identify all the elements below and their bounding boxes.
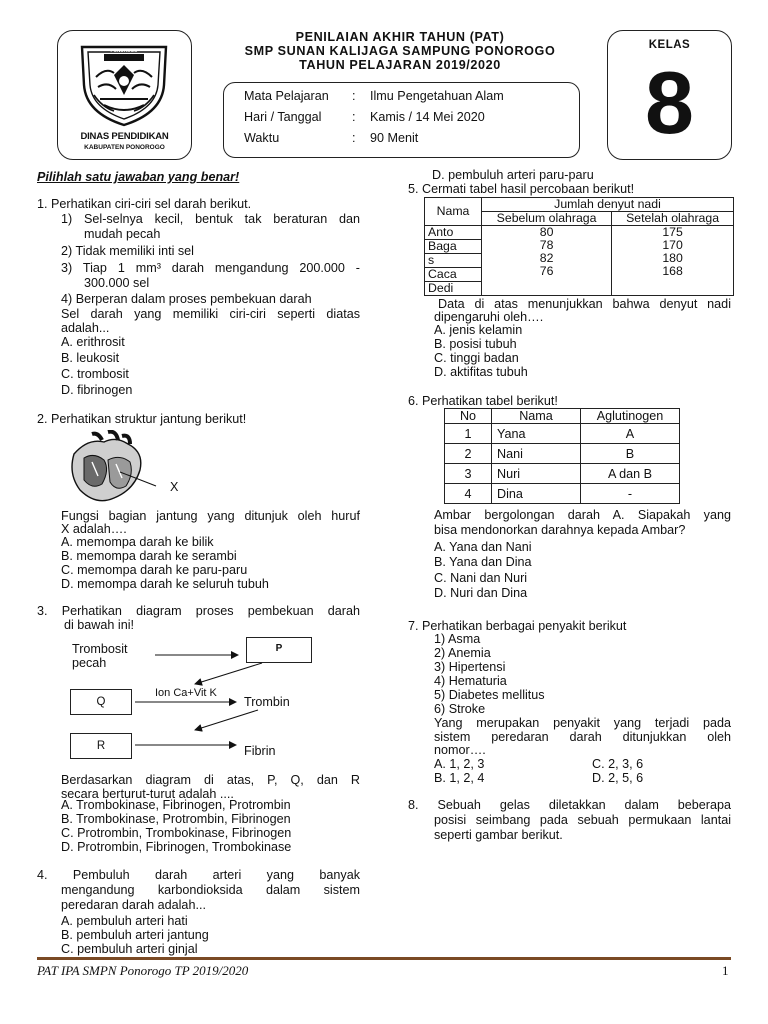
q3-option-d: D. Protrombin, Fibrinogen, Trombokinase (61, 840, 292, 854)
table-row: 1 Yana A (445, 424, 680, 444)
q8-lead: posisi seimbang pada sebuah permukaan lantai (434, 813, 731, 827)
table-row: Caca (425, 268, 734, 282)
q1-item: 2) Tidak memiliki inti sel (61, 244, 194, 258)
q1-item: 1) Sel-selnya kecil, bentuk tak beraturan dan (61, 212, 360, 226)
q4-lead: peredaran darah adalah... (61, 898, 206, 912)
q7-item: 6) Stroke (434, 702, 486, 716)
heart-x-label: X (170, 480, 179, 494)
q5-stem: Data di atas menunjukkan bahwa denyut nadi (438, 297, 731, 311)
footer-text: PAT IPA SMPN Ponorogo TP 2019/2020 (37, 963, 249, 978)
table-header: Nama (425, 198, 482, 226)
q5-option-d: D. aktifitas tubuh (434, 365, 528, 379)
q7-option-a: A. 1, 2, 3 (434, 757, 485, 771)
q5-option-a: A. jenis kelamin (434, 323, 523, 337)
q3-lead: di bawah ini! (64, 618, 135, 632)
class-label: KELAS (648, 39, 691, 51)
exam-title: PENILAIAN AKHIR TAHUN (PAT) (295, 30, 505, 44)
q6-blood-table (444, 408, 680, 504)
q5-lead: 5. Cermati tabel hasil percobaan berikut! (408, 182, 635, 196)
q3-lead: 3. Perhatikan diagram proses pembekuan darah (37, 604, 360, 618)
q7-option-c: C. 2, 3, 6 (592, 757, 644, 771)
diagram-trombin: Trombin (244, 695, 290, 709)
table-row: Dedi (425, 282, 734, 296)
diagram-box-r: R (70, 733, 132, 759)
table-row: 3 Nuri A dan B (445, 464, 680, 484)
q1-option-d: D. fibrinogen (61, 383, 133, 397)
q2-option-d: D. memompa darah ke seluruh tubuh (61, 577, 269, 591)
class-number: 8 (645, 53, 694, 152)
q7-stem: Yang merupakan penyakit yang terjadi pada (434, 716, 731, 730)
q7-item: 3) Hipertensi (434, 660, 506, 674)
q1-stem: Sel darah yang memiliki ciri-ciri seperti diatas (61, 307, 360, 321)
q7-item: 4) Hematuria (434, 674, 507, 688)
q2-lead: 2. Perhatikan struktur jantung berikut! (37, 412, 247, 426)
table-header: Nama (492, 409, 581, 424)
diagram-box-p: P (246, 637, 312, 663)
q6-stem: Ambar bergolongan darah A. Siapakah yang (434, 508, 731, 522)
instruction: Pilihlah satu jawaban yang benar! (37, 170, 240, 184)
table-row: Anto 80 78 82 76 175 170 180 168 (425, 226, 734, 240)
q1-item: 4) Berperan dalam proses pembekuan darah (61, 292, 312, 306)
q8-lead: seperti gambar berikut. (434, 828, 563, 842)
q8-lead: 8. Sebuah gelas diletakkan dalam beberapa (408, 798, 731, 812)
q1-option-a: A. erithrosit (61, 335, 125, 349)
q2-stem: X adalah…. (61, 522, 127, 536)
school-name: SMP SUNAN KALIJAGA SAMPUNG PONOROGO (244, 44, 556, 58)
q2-option-a: A. memompa darah ke bilik (61, 535, 214, 549)
footer-divider (37, 957, 731, 960)
q6-option-b: B. Yana dan Dina (434, 555, 532, 569)
q7-stem: sistem peredaran darah ditunjukkan oleh (434, 730, 731, 744)
q6-stem: bisa mendonorkan darahnya kepada Ambar? (434, 523, 686, 537)
q5-option-b: B. posisi tubuh (434, 337, 517, 351)
table-header: No (445, 409, 492, 424)
exam-info-box: Mata Pelajaran : Ilmu Pengetahuan Alam Hari / Tanggal : Kamis / 14 Mei 2020 Waktu : 90 Menit (223, 82, 580, 158)
q6-option-a: A. Yana dan Nani (434, 540, 532, 554)
q1-item: mudah pecah (84, 227, 161, 241)
q7-lead: 7. Perhatikan berbagai penyakit berikut (408, 619, 627, 633)
q1-option-b: B. leukosit (61, 351, 120, 365)
q4-lead: mengandung karbondioksida dalam sistem (61, 883, 360, 897)
q1-item: 300.000 sel (84, 276, 150, 290)
logo-text-dinas: DINAS PENDIDIKAN (80, 131, 169, 142)
table-row: s (425, 254, 734, 268)
logo-text-kabupaten: KABUPATEN PONOROGO (84, 144, 165, 151)
diagram-trombosit: Trombosit (72, 642, 128, 656)
table-row: 4 Dina - (445, 484, 680, 504)
q4-option-a: A. pembuluh arteri hati (61, 914, 188, 928)
q1-stem: adalah... (61, 321, 110, 335)
q7-item: 1) Asma (434, 632, 481, 646)
seal-text: PONOROGO (110, 48, 138, 53)
q4-option-c: C. pembuluh arteri ginjal (61, 942, 198, 956)
q7-option-b: B. 1, 2, 4 (434, 771, 485, 785)
q5-option-c: C. tinggi badan (434, 351, 519, 365)
table-header: Sebelum olahraga (482, 212, 612, 226)
diagram-box-q: Q (70, 689, 132, 715)
q3-option-b: B. Trombokinase, Protrombin, Fibrinogen (61, 812, 291, 826)
q3-option-a: A. Trombokinase, Fibrinogen, Protrombin (61, 798, 291, 812)
q5-pulse-table (424, 197, 734, 296)
q4-option-d: D. pembuluh arteri paru-paru (432, 168, 594, 182)
q2-option-c: C. memompa darah ke paru-paru (61, 563, 248, 577)
table-header: Setelah olahraga (612, 212, 734, 226)
table-row: Baga (425, 240, 734, 254)
q1-item: 3) Tiap 1 mm³ darah mengandung 200.000 - (61, 261, 360, 275)
q7-stem: nomor…. (434, 743, 486, 757)
q1-option-c: C. trombosit (61, 367, 129, 381)
q1-lead: 1. Perhatikan ciri-ciri sel darah berikut. (37, 197, 252, 211)
q2-stem: Fungsi bagian jantung yang ditunjuk oleh huruf (61, 509, 360, 523)
q2-option-b: B. memompa darah ke serambi (61, 549, 237, 563)
diagram-pecah: pecah (72, 656, 107, 670)
page-number: 1 (722, 963, 729, 978)
q4-lead: 4. Pembuluh darah arteri yang banyak (37, 868, 360, 882)
q7-item: 5) Diabetes mellitus (434, 688, 545, 702)
table-header: Jumlah denyut nadi (482, 198, 734, 212)
q3-option-c: C. Protrombin, Trombokinase, Fibrinogen (61, 826, 292, 840)
q6-option-d: D. Nuri dan Dina (434, 586, 528, 600)
q4-option-b: B. pembuluh arteri jantung (61, 928, 209, 942)
q6-lead: 6. Perhatikan tabel berikut! (408, 394, 558, 408)
q7-item: 2) Anemia (434, 646, 491, 660)
diagram-ion: Ion Ca+Vit K (155, 687, 217, 699)
q3-stem: Berdasarkan diagram di atas, P, Q, dan R (61, 773, 360, 787)
table-header: Aglutinogen (581, 409, 680, 424)
q7-option-d: D. 2, 5, 6 (592, 771, 644, 785)
q5-stem: dipengaruhi oleh…. (434, 310, 544, 324)
q3-stem: secara berturut-turut adalah .... (61, 787, 234, 801)
table-row: 2 Nani B (445, 444, 680, 464)
q6-option-c: C. Nani dan Nuri (434, 571, 528, 585)
diagram-fibrin: Fibrin (244, 744, 276, 758)
school-year: TAHUN PELAJARAN 2019/2020 (299, 58, 501, 72)
